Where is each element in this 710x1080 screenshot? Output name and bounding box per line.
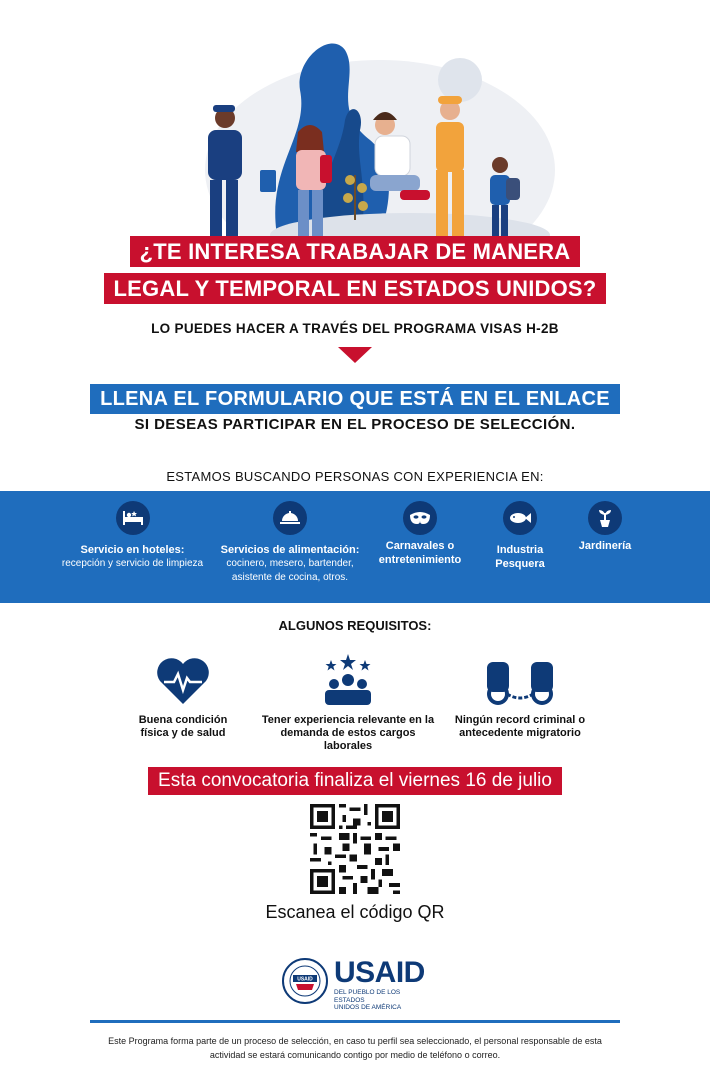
experience-item-hotel-desc: recepción y servicio de limpieza	[61, 558, 204, 569]
cta-main: LLENA EL FORMULARIO QUE ESTÁ EN EL ENLACE	[90, 384, 620, 414]
footer-text: Este Programa forma parte de un proceso de selección, en caso tu perfil sea seleccionado, el personal responsable de esta actividad se estará comunicando contigo por medio de teléfono o correo.	[108, 1036, 602, 1060]
usaid-seal-icon	[282, 958, 328, 1004]
fish-icon	[503, 501, 537, 535]
requirement-record	[420, 650, 620, 740]
qr-caption: Escanea el código QR	[265, 902, 445, 922]
requirements-title: ALGUNOS REQUISITOS:	[278, 618, 432, 633]
usaid-logo	[282, 956, 432, 1011]
carnival-mask-icon	[403, 501, 437, 535]
cta-sub: SI DESEAS PARTICIPAR EN EL PROCESO DE SELECCIÓN.	[134, 416, 576, 433]
deadline-banner: Esta convocatoria finaliza el viernes 16 de julio	[148, 767, 562, 795]
requirement-health-label: Buena condición física y de salud	[138, 714, 228, 739]
experience-item-gardening-title: Jardinería	[578, 540, 632, 552]
plant-icon	[588, 501, 622, 535]
handcuffs-icon	[420, 650, 620, 706]
experience-item-carnival	[370, 491, 470, 567]
team-stars-icon	[248, 650, 448, 706]
usaid-seal-text: USAID	[297, 976, 313, 983]
experience-item-hotel	[40, 491, 225, 571]
down-arrow-icon	[338, 347, 372, 363]
qr-code[interactable]	[310, 804, 400, 894]
requirement-record-label: Ningún record criminal o antecedente migratorio	[454, 714, 586, 739]
usaid-wordmark	[334, 958, 425, 988]
experience-title: ESTAMOS BUSCANDO PERSONAS CON EXPERIENCIA EN:	[166, 469, 544, 484]
subheadline: LO PUEDES HACER A TRAVÉS DEL PROGRAMA VISAS H-2B	[151, 321, 559, 336]
headline-line2-wrap	[0, 273, 710, 304]
food-service-icon	[273, 501, 307, 535]
experience-item-food-desc: cocinero, mesero, bartender, asistente de cocina, otros.	[226, 558, 354, 583]
headline-line1: ¿TE INTERESA TRABAJAR DE MANERA	[130, 236, 581, 267]
experience-item-fishing-title: Industria Pesquera	[495, 544, 545, 570]
experience-item-fishing	[480, 491, 560, 571]
requirement-experience	[248, 650, 448, 753]
headline-line1-wrap	[0, 236, 710, 267]
footer-divider	[90, 1020, 620, 1023]
deadline-wrap	[0, 767, 710, 795]
experience-item-gardening	[565, 491, 645, 553]
usaid-tagline-2: UNIDOS DE AMÉRICA	[334, 1004, 402, 1011]
headline-line2: LEGAL Y TEMPORAL EN ESTADOS UNIDOS?	[104, 273, 607, 304]
hero-illustration	[170, 20, 570, 260]
requirement-experience-label: Tener experiencia relevante en la demanda de estos cargos laborales	[261, 714, 435, 752]
usaid-tagline-1: DEL PUEBLO DE LOS ESTADOS	[334, 989, 401, 1004]
experience-item-hotel-title: Servicio en hoteles:	[80, 544, 185, 556]
experience-item-food-title: Servicios de alimentación:	[220, 544, 360, 556]
experience-item-food	[210, 491, 370, 585]
experience-band	[0, 491, 710, 603]
usaid-name: USAID	[334, 956, 425, 989]
experience-item-carnival-title: Carnavales o entretenimiento	[378, 540, 462, 566]
usaid-tagline	[334, 989, 432, 1012]
hotel-bed-icon	[116, 501, 150, 535]
cta-main-wrap	[0, 384, 710, 414]
